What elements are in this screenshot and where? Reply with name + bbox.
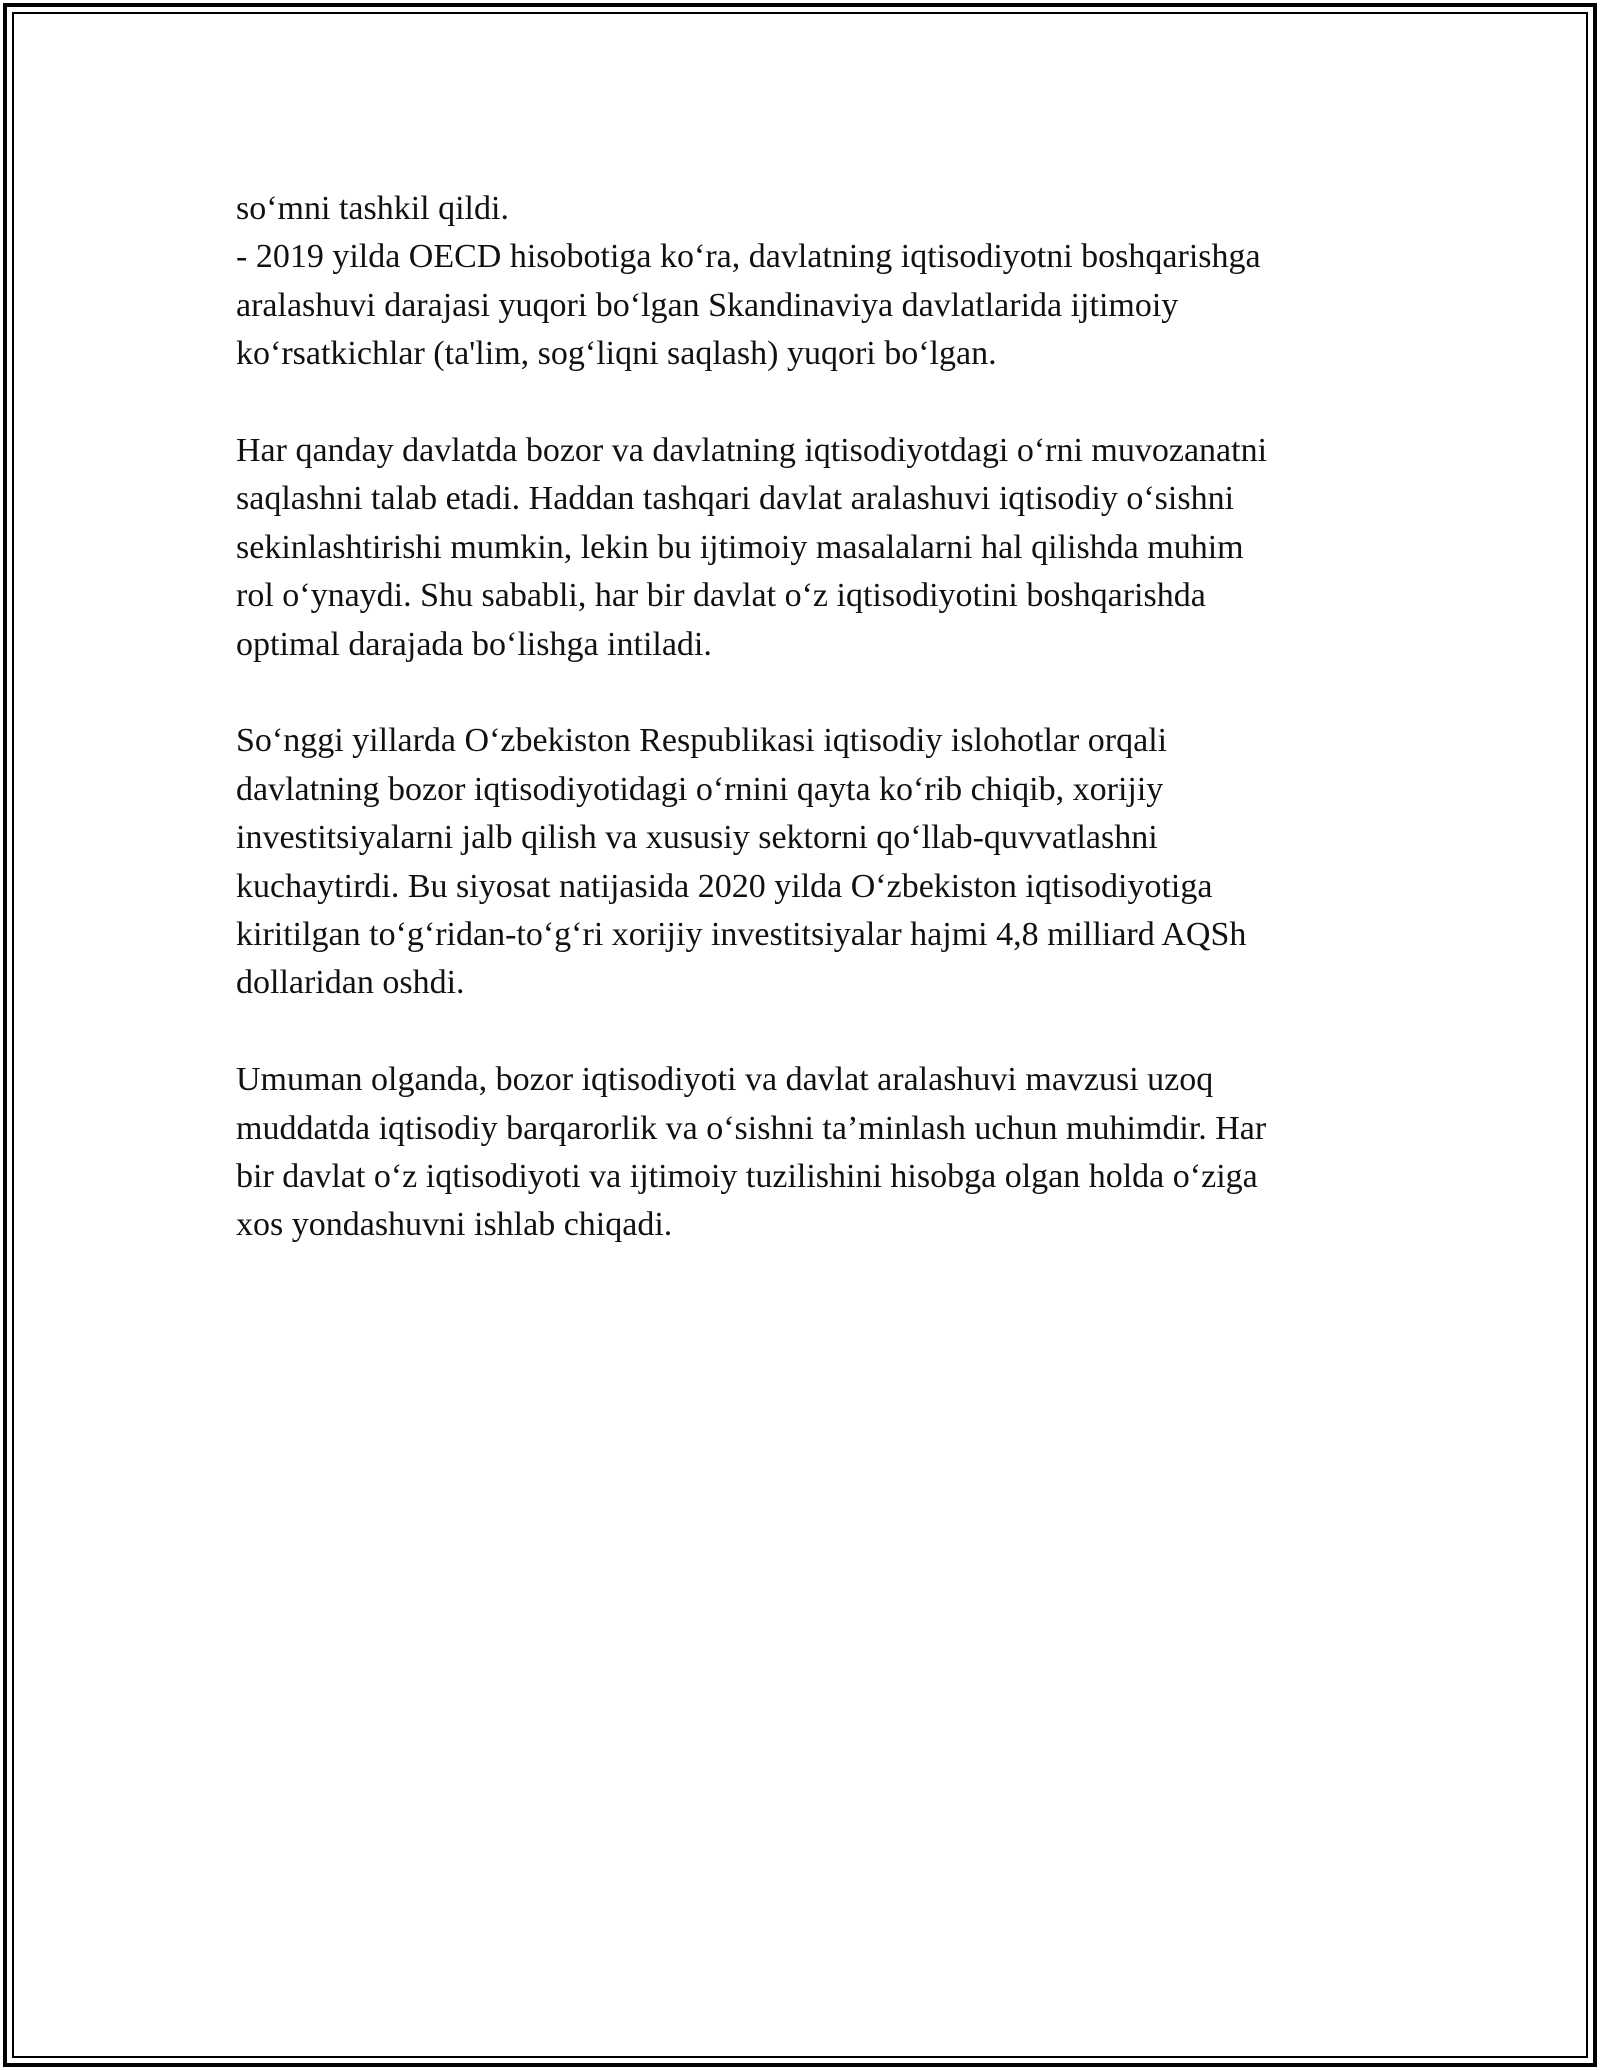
text-line: dollaridan oshdi. bbox=[236, 964, 465, 1002]
text-line: xos yondashuvni ishlab chiqadi. bbox=[236, 1206, 673, 1244]
text-line: muddatda iqtisodiy barqarorlik va o‘sishni ta’minlash uchun muhimdir. Har bbox=[236, 1109, 1267, 1147]
text-line: optimal darajada bo‘lishga intiladi. bbox=[236, 625, 712, 663]
text-line: saqlashni talab etadi. Haddan tashqari davlat aralashuvi iqtisodiy o‘sishni bbox=[236, 480, 1235, 518]
text-line: davlatning bozor iqtisodiyotidagi o‘rnini qayta ko‘rib chiqib, xorijiy bbox=[236, 770, 1164, 808]
text-line: ko‘rsatkichlar (ta'lim, sog‘liqni saqlash) yuqori bo‘lgan. bbox=[236, 335, 997, 373]
text-line: So‘nggi yillarda O‘zbekiston Respublikasi iqtisodiy islohotlar orqali bbox=[236, 722, 1168, 760]
text-line: rol o‘ynaydi. Shu sababli, har bir davlat o‘z iqtisodiyotini boshqarishda bbox=[236, 577, 1206, 615]
text-line: so‘mni tashkil qildi. bbox=[236, 190, 509, 227]
paragraph-oecd-report bbox=[236, 185, 1366, 379]
document-body bbox=[236, 185, 1366, 1298]
text-line: - 2019 yilda OECD hisobotiga ko‘ra, davlatning iqtisodiyotni boshqarishga bbox=[236, 238, 1261, 276]
text-line: investitsiyalarni jalb qilish va xususiy sektorni qo‘llab-quvvatlashni bbox=[236, 819, 1158, 857]
text-line: sekinlashtirishi mumkin, lekin bu ijtimoiy masalalarni hal qilishda muhim bbox=[236, 528, 1244, 566]
paragraph-market-state-balance bbox=[236, 427, 1366, 669]
text-line: Har qanday davlatda bozor va davlatning iqtisodiyotdagi o‘rni muvozanatni bbox=[236, 432, 1268, 470]
text-line: bir davlat o‘z iqtisodiyoti va ijtimoiy tuzilishini hisobga olgan holda o‘ziga bbox=[236, 1158, 1258, 1196]
paragraph-uzbekistan-reforms bbox=[236, 717, 1366, 1007]
text-line: kiritilgan to‘g‘ridan-to‘g‘ri xorijiy investitsiyalar hajmi 4,8 milliard AQSh bbox=[236, 916, 1247, 954]
paragraph-conclusion bbox=[236, 1056, 1366, 1250]
text-line: aralashuvi darajasi yuqori bo‘lgan Skandinaviya davlatlarida ijtimoiy bbox=[236, 286, 1179, 324]
text-line: kuchaytirdi. Bu siyosat natijasida 2020 yilda O‘zbekiston iqtisodiyotiga bbox=[236, 867, 1213, 905]
text-line: Umuman olganda, bozor iqtisodiyoti va davlat aralashuvi mavzusi uzoq bbox=[236, 1061, 1214, 1099]
